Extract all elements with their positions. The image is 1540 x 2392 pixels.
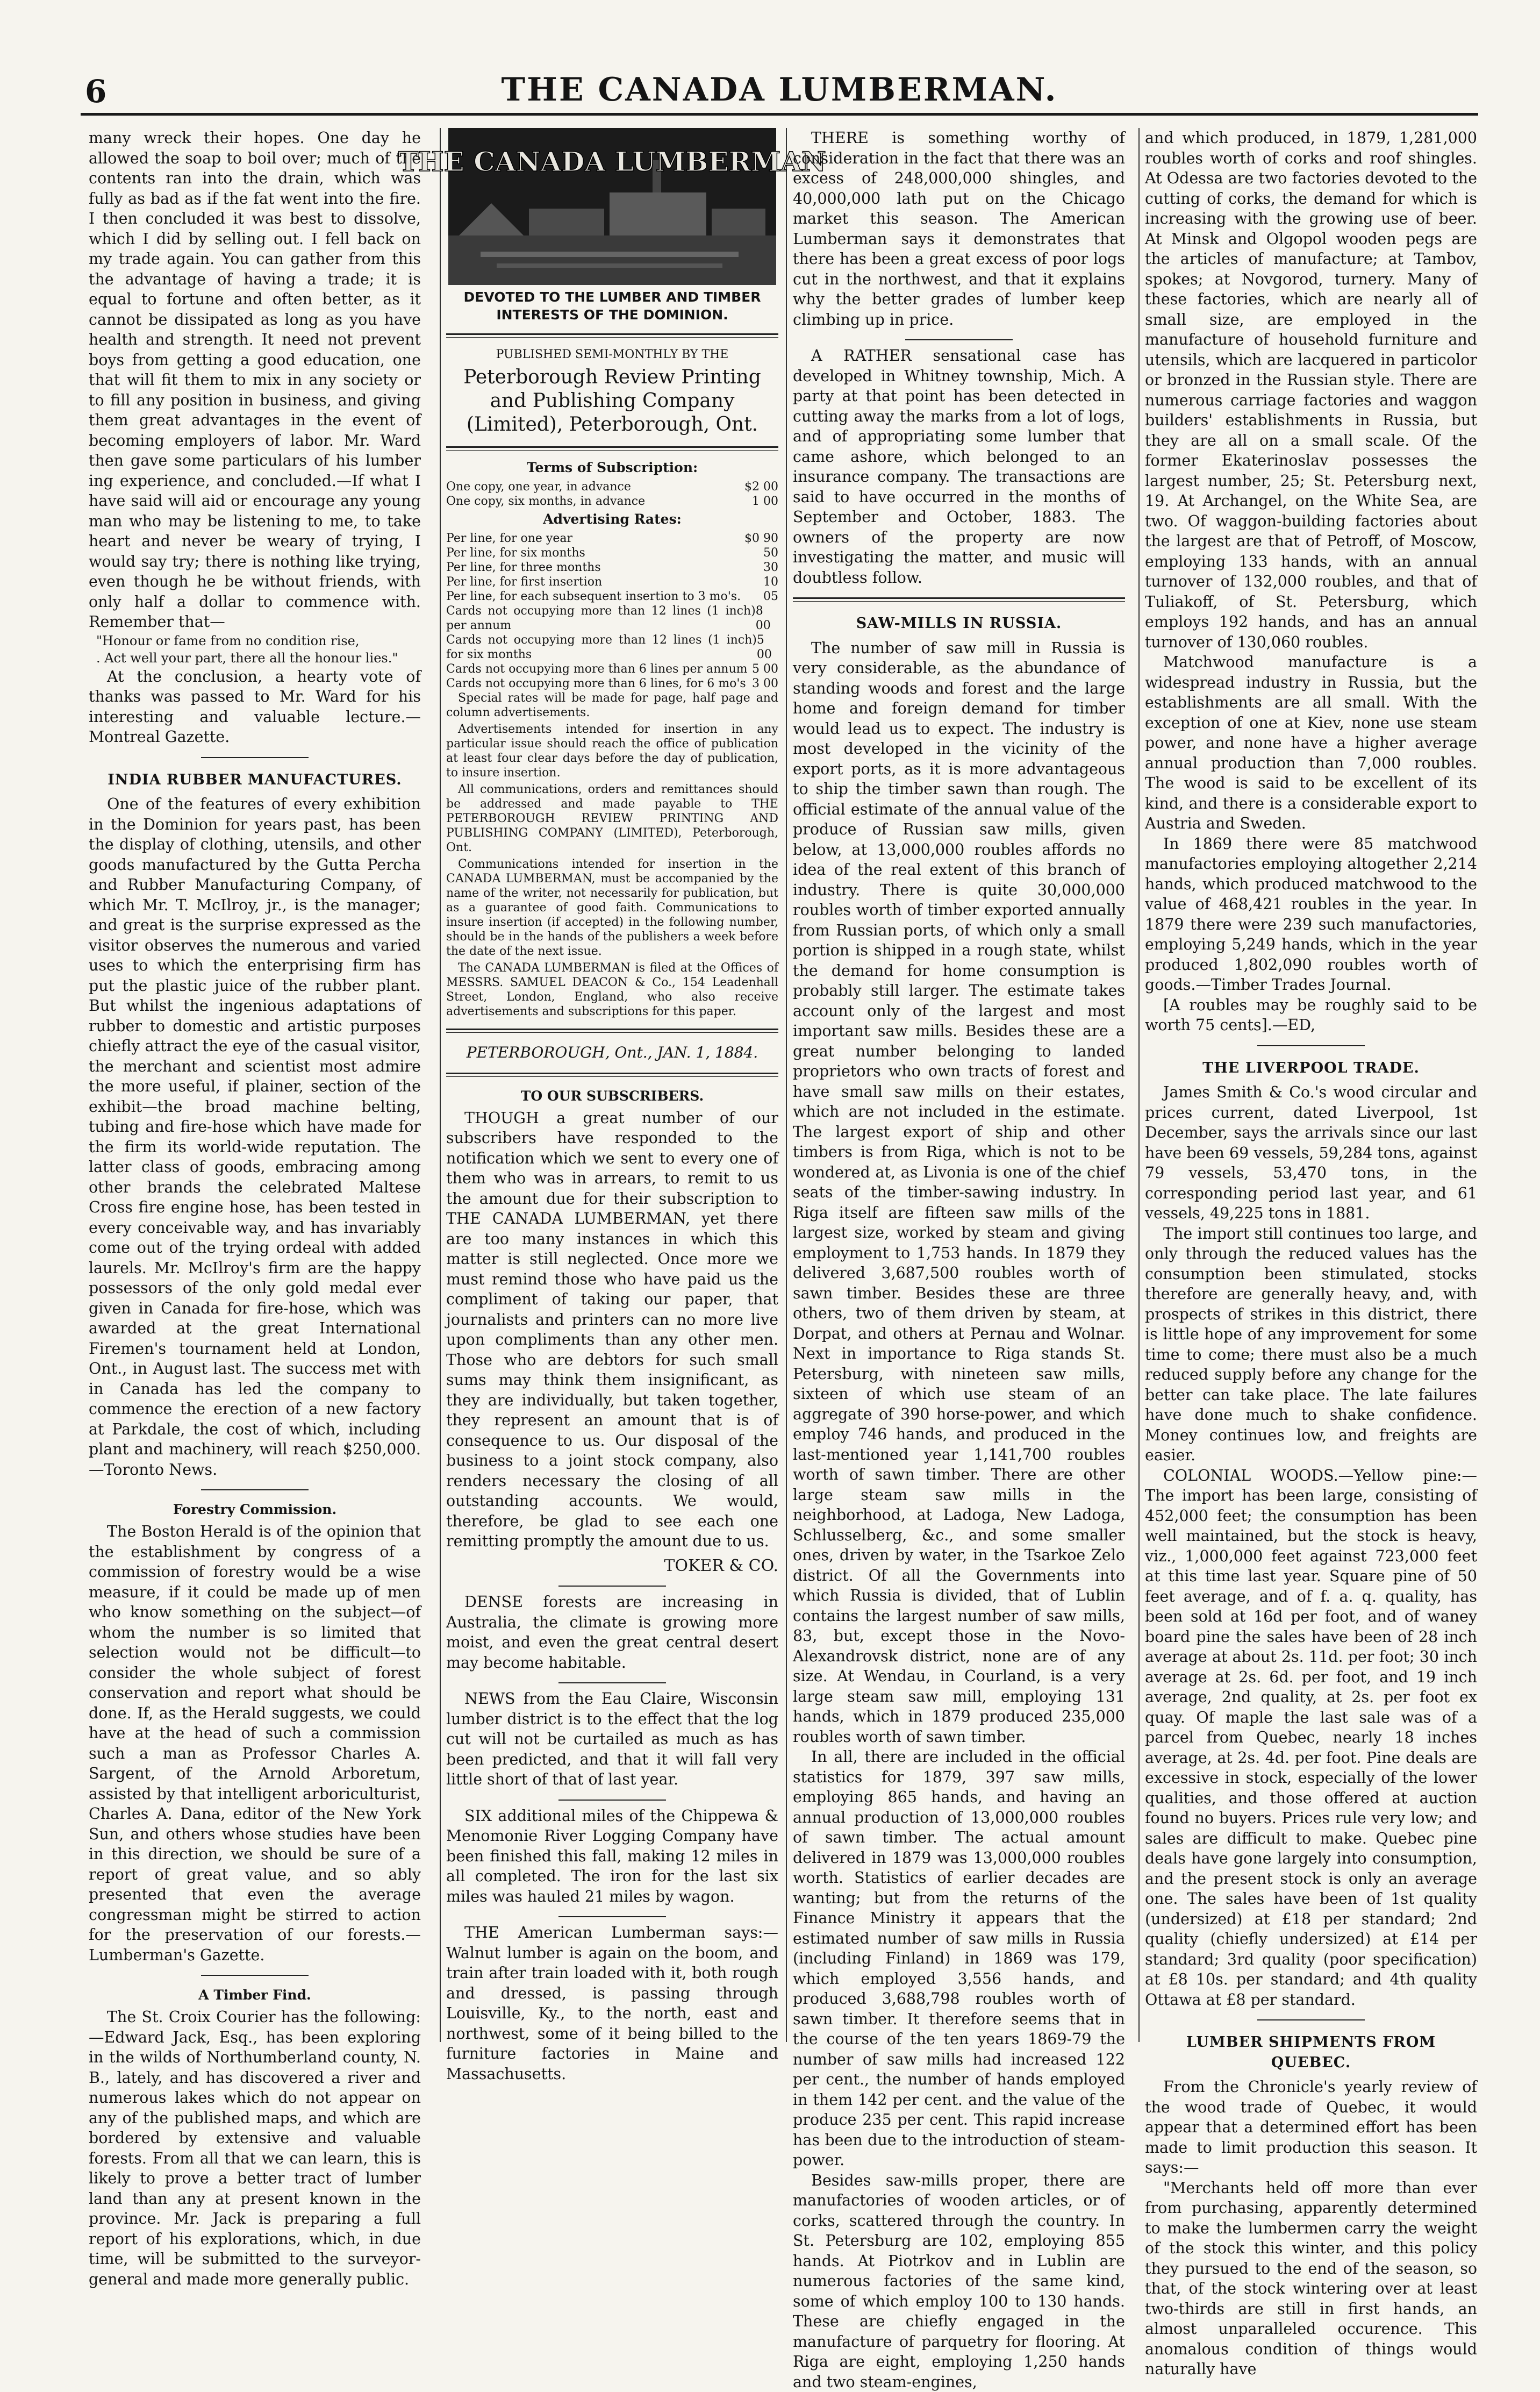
column-1	[89, 128, 421, 2047]
divider	[558, 1586, 666, 1587]
divider	[446, 446, 778, 451]
divider	[201, 757, 309, 758]
article-paragraph: and which produced, in 1879, 1,281,000 roubles worth of corks and roof shingles. At Odessa are two factories devoted to the cutting of corks, the demand for which is increasing with the growing use of beer. At Minsk and Olgopol wooden pegs are the articles of manufacture; at Tambov, spokes; at Novgorod, turnery. Many of these factories, which are nearly all of small size, are employed in the manufacture of household furniture and utensils, which are lacquered in particolor or bronzed in the Russian style. There are numerous carriage factories and waggon builders' establishments in Russia, but they are all on a small scale. Of the former Ekaterinoslav possesses the largest number, 25; St. Petersburg next, 19. At Archangel, on the White Sea, are two. Of waggon-building factories about the largest are that of Petroff, of Moscow, employing 133 hands, with an annual turnover of 132,000 roubles, and that of Tuliakoff, of St. Petersburg, which employs 192 hands, and has an annual turnover of 130,060 roubles.	[1145, 128, 1477, 652]
rate-row: Cards not occupying more than 12 lines (1 inch) per annum 8 00	[446, 604, 778, 633]
article-paragraph: James Smith & Co.'s wood circular and prices current, dated Liverpool, 1st December, says the arrivals since our last have been 69 vessels, 59,284 tons, against 79 vessels, 53,470 tons, in the corresponding period last year, and 61 vessels, 49,225 tons in 1881.	[1145, 1082, 1477, 1224]
article-paragraph: NEWS from the Eau Claire, Wisconsin lumber district is to the effect that the log cut will not be curtailed as much as has been predicted, and that it will fall very little short of that of last year.	[446, 1689, 778, 1790]
divider	[201, 1489, 309, 1490]
headline-forestry: Forestry Commission.	[89, 1502, 421, 1517]
advertising-rates	[446, 531, 778, 691]
rate-row: Per line, for three months 30	[446, 560, 778, 575]
article-paragraph: THOUGH a great number of our subscribers have responded to the notification which we sent to every one of them who was in arrears, to remit to us the amount due for their subscription to THE CANADA LUMBERMAN, yet there are too many instances in which this matter is still neglected. Once more we must remind those who have paid us the compliment of taking our paper, that journalists and printers can no more live upon compliments than any other men. Those who are debtors for such small sums may think them insignificant, as they are individually, but taken together, they represent an amount that is of consequence to us. Our disposal of the business to a joint stock company, also renders necessary the closing of all outstanding accounts. We would, therefore, be glad to see each one remitting promptly the amount due to us.	[446, 1108, 778, 1552]
divider	[1257, 2019, 1365, 2020]
rate-row: Cards not occupying more than 6 lines per annum 5 00	[446, 662, 778, 676]
article-paragraph: "Merchants held off more than ever from purchasing, apparently determined to make the lumbermen carry the weight of the stock this winter, and this policy they pursued to the end of the season, so that, of the stock wintering over at least two-thirds are still in first hands, an almost unparalleled occurence. This anomalous condition of things would naturally have	[1145, 2178, 1477, 2380]
divider	[558, 1800, 666, 1801]
headline-timber-find: A Timber Find.	[89, 1988, 421, 2003]
column-rule	[1138, 128, 1140, 2042]
notice: Communications intended for insertion in the CANADA LUMBERMAN, must be accompanied by the name of the writer, not necessarily for publication, but as a guarantee of good faith. Communications to insure insertion (if accepted) in the following number, should be in the hands of the publishers a week before the date of the next issue.	[446, 857, 778, 959]
rate-row: Cards not occupying more than 12 lines (1 inch) for six months 5 00	[446, 633, 778, 662]
lumber-mill-illustration	[448, 128, 776, 285]
subscription-terms	[446, 480, 778, 509]
rate-row: Per line, for first insertion 10	[446, 575, 778, 589]
notice: All communications, orders and remittances should be addressed and made payable to THE PETERBOROUGH REVIEW PRINTING AND PUBLISHING COMPANY (LIMITED), Peterborough, Ont.	[446, 782, 778, 855]
article-paragraph: THERE is something worthy of consideration in the fact that there was an excess of 248,000,000 shingles, and 40,000,000 lath put on the Chicago market this season. The American Lumberman says it demonstrates that there has been a great excess of poor logs cut in the northwest, and that it explains why the better grades of lumber keep climbing up in price.	[793, 128, 1125, 330]
rate-row: Per line, for one year $0 90	[446, 531, 778, 546]
headline-liverpool-trade: THE LIVERPOOL TRADE.	[1145, 1058, 1477, 1079]
article-paragraph: The import still continues too large, and only through the reduced values has the consumption been stimulated, stocks therefore are generally heavy, and, with prospects of strikes in this district, there is little hope of any improvement for some time to come; there must also be a much reduced supply before any change for the better can take place. The late failures have done much to shake confidence. Money continues low, and freights are easier.	[1145, 1224, 1477, 1466]
notice: The CANADA LUMBERMAN is filed at the Offices of MESSRS. SAMUEL DEACON & Co., 154 Leadenhall Street, London, England, who also receive advertisements and subscriptions for this paper.	[446, 961, 778, 1019]
verse-quote: . Act well your part, there all the honour lies."	[89, 649, 421, 667]
article-paragraph: THE American Lumberman says:—Walnut lumber is again on the boom, and train after train loaded with it, both rough and dressed, is passing through Louisville, Ky., to the north, east and northwest, some of it being billed to the furniture factories in Maine and Massachusetts.	[446, 1923, 778, 2084]
publisher-notices	[446, 691, 778, 1019]
column-rule	[440, 128, 441, 2042]
article-paragraph: From the Chronicle's yearly review of the wood trade of Quebec, it would appear that a determined effort has been made to limit production this season. It says:—	[1145, 2077, 1477, 2178]
article-paragraph: The number of saw mill in Russia is very considerable, as the abundance of standing woods and forest and the large home and foreign demand for timber would lead us to expect. The industry is most developed in the vicinity of the export ports, as it is more advantageous to ship the timber sawn than rough. The official estimate of the annual value of the produce of Russian saw mills, given below, at 13,000,000 roubles affords no idea of the real extent of this branch of industry. There is quite 30,000,000 roubles worth of timber exported annually from Russian ports, of which only a small portion is shipped in a rough state, whilst the demand for home consumption is probably still larger. The estimate takes account only of the largest and most important saw mills. Besides these are a great number belonging to landed proprietors who own tracts of forest and have small saw mills on their estates, which are not included in the estimate. The largest export of ship and other timbers is from Riga, which is not to be wondered at, as Livonia is one of the chief seats of the timber-sawing industry. In Riga itself are fifteen saw mills of the largest size, worked by steam and giving employment to 1,753 hands. In 1879 they delivered 3,687,500 roubles worth of sawn timber. Besides these are three others, two of them driven by steam, at Dorpat, and others at Pernau and Wolnar. Next in importance to Riga stands St. Petersburg, with nineteen saw mills, sixteen of which use steam of an aggregate of 390 horse-power, and which employ 746 hands, and produced in the last-mentioned year 1,141,700 roubles worth of sawn timber. There are other large steam saw mills in the neighborhood, at Ladoga, New Ladoga, Schlusselberg, &c., and some smaller ones, driven by water, in the Tsarkoe Zelo district. Of all the Governments into which Russia is divided, that of Lublin contains the largest number of saw mills, 83, but, except those in the Novo-Alexandrovsk district, none are of any size. At Wendau, in Courland, is a very large steam saw mill, employing 131 hands, which in 1879 produced 235,000 roubles worth of sawn timber.	[793, 638, 1125, 1747]
article-paragraph: One of the features of every exhibition in the Dominion for years past, has been the display of clothing, utensils, and other goods manufactured by the Gutta Percha and Rubber Manufacturing Company, of which Mr. T. McIlroy, jr., is the manager; and great is the surprise expressed as the visitor observes the numerous and varied uses to which the enterprising firm has put the plastic juice of the rubber plant. But whilst the ingenious adaptations of rubber to domestic and artistic purposes chiefly attract the eye of the casual visitor, the merchant and scientist most admire the more useful, if plainer, section of the exhibit—the broad machine belting, tubing and fire-hose which have made for the firm its world-wide reputation. The latter class of goods, embracing among other brands the celebrated Maltese Cross fire engine hose, has been tested in every conceivable way, and has invariably come out of the trying ordeal with added laurels. Mr. McIlroy's firm are the happy possessors of the only gold medal ever given in Canada for fire-hose, which was awarded at the great International Firemen's tournament held at London, Ont., in August last. The success met with in Canada has led the company to commence the erection of a new factory at Parkdale, the cost of which, including plant and machinery, will reach $250,000.—Toronto News.	[89, 794, 421, 1480]
article-paragraph: A RATHER sensational case has developed in Whitney township, Mich. A party at that point has been detected in cutting away the marks from a lot of logs, and of appropriating some lumber that came ashore, which belonged to an insurance company. The transactions are said to have occurred in the months of September and October, 1883. The owners of the property are now investigating the matter, and music will doubtless follow.	[793, 346, 1125, 588]
column-3	[793, 128, 1125, 2047]
divider	[793, 597, 1125, 602]
running-title: THE CANADA LUMBERMAN.	[81, 71, 1478, 109]
rate-row: One copy, six months, in advance 1 00	[446, 494, 778, 509]
divider	[446, 333, 778, 338]
article-paragraph: [A roubles may be roughly said to be worth 75 cents].—ED,	[1145, 995, 1477, 1036]
headline-saw-mills-russia: SAW-MILLS IN RUSSIA.	[793, 613, 1125, 634]
divider	[446, 1073, 778, 1077]
rate-row: Cards not occupying more than 6 lines, for 6 mo's 3 00	[446, 676, 778, 691]
divider	[558, 1916, 666, 1917]
column-rule	[786, 128, 787, 2042]
page-header	[81, 63, 1478, 116]
article-paragraph: At the conclusion, a hearty vote of thanks was passed to Mr. Ward for his interesting and valuable lecture.—Montreal Gazette.	[89, 667, 421, 747]
article-paragraph: In all, there are included in the official statistics for 1879, 397 saw mills, employing 865 hands, and having an annual production of 13,000,000 roubles of sawn timber. The actual amount delivered in 1879 was 13,000,000 roubles worth. Statistics of earlier decades are wanting; but from the returns of the Finance Ministry it appears that the estimated number of saw mills in Russia (including Finland) in 1869 was 179, which employed 3,556 hands, and produced 3,688,798 roubles worth of sawn timber. It therefore seems that in the course of the ten years 1869-79 the number of saw mills had increased 122 per cent., the number of hands employed in them 142 per cent. and the value of the produce 235 per cent. This rapid increase has been due to the introduction of steam-power.	[793, 1747, 1125, 2170]
divider	[905, 339, 1013, 340]
signature: TOKER & CO.	[446, 1556, 778, 1576]
rate-row: One copy, one year, in advance $2 00	[446, 480, 778, 494]
divider	[201, 1975, 309, 1976]
article-paragraph: SIX additional miles of the Chippewa & Menomonie River Logging Company have been finished this fall, making 12 miles in all completed. The iron for the last six miles was hauled 21 miles by wagon.	[446, 1806, 778, 1907]
ad-rates-heading: Advertising Rates:	[446, 512, 778, 527]
masthead-title: THE CANADA LUMBERMAN	[398, 146, 826, 177]
article-paragraph: many wreck their hopes. One day he allowed the soap to boil over; much of the contents ran into the drain, which was fully as bad as if the fat went into the fire. I then concluded it was best to dissolve, which I did by selling out. I fell back on my trade again. You can gather from this the advantage of having a trade; it is equal to fortune and often better, as it cannot be dissipated as long as you have health and strength. It need not prevent boys from getting a good education, one that will fit them to mix in any society or to fill any position in business, and giving them great advantages in the event of becoming employers of labor. Mr. Ward then gave some particulars of his lumber ing experience, and concluded.—If what I have said will aid or encourage any young man who may be listening to me, to take heart and never be weary of trying, I would say try; there is nothing like trying, even though he be without friends, with only half a dollar to commence with. Remember that—	[89, 128, 421, 632]
article-paragraph: DENSE forests are increasing in Australia, the climate is growing more moist, and even the great central desert may become habitable.	[446, 1592, 778, 1673]
notice: Advertisements intended for insertion in any particular issue should reach the office of publication at least four clear days before the day of publication, to insure insertion.	[446, 722, 778, 780]
page-number: 6	[85, 73, 106, 110]
article-paragraph: The St. Croix Courier has the following:—Edward Jack, Esq., has been exploring in the wilds of Northumberland county, N. B., lately, and has discovered a river and numerous lakes which do not appear on any of the published maps, and which are bordered by extensive and valuable forests. From all that we can learn, this is likely to prove a better tract of lumber land than any at present known in the province. Mr. Jack is preparing a full report of his explorations, which, in due time, will be submitted to the surveyor-general and made more generally public.	[89, 2007, 421, 2289]
divider	[446, 1029, 778, 1033]
column-4	[1145, 128, 1477, 2047]
divider	[1257, 1045, 1365, 1046]
published-line: PUBLISHED SEMI-MONTHLY BY THE	[446, 347, 778, 362]
divider	[558, 1682, 666, 1683]
article-paragraph: The Boston Herald is of the opinion that the establishment by congress of a commission of forestry would be a wise measure, if it could be made up of men who know something on the subject—of whom the number is so limited that selection would not be difficult—to consider the whole subject of forest conservation and report what should be done. If, as the Herald suggests, we could have at the head of such a commission such a man as Professor Charles A. Sargent, of the Arnold Arboretum, assisted by that intelligent arboriculturist, Charles A. Dana, editor of the New York Sun, and others whose studies have been in this direction, we should be sure of a report of great value, and so ably presented that even the average congressman might be stirred to action for the preservation of our forests.—Lumberman's Gazette.	[89, 1522, 421, 1965]
terms-heading: Terms of Subscription:	[446, 460, 778, 475]
rate-row: Per line, for each subsequent insertion to 3 mo's. 05	[446, 589, 778, 604]
article-paragraph: Matchwood manufacture is a widespread industry in Russia, but the establishments are all small. With the exception of one at Kiev, none use steam power, and none have a higher average annual production than 7,000 roubles. The wood is said to be excellent of its kind, and there is a considerable export to Austria and Sweden.	[1145, 652, 1477, 834]
headline-subscribers: TO OUR SUBSCRIBERS.	[446, 1089, 778, 1104]
headline-quebec-shipments: LUMBER SHIPMENTS FROM QUEBEC.	[1145, 2032, 1477, 2073]
article-paragraph: In 1869 there were 85 matchwood manufactories employing altogether 2,214 hands, which produced matchwood to the value of 468,421 roubles in the year. In 1879 there were 239 such manufactories, employing 5,249 hands, which in the year produced 1,802,090 roubles worth of goods.—Timber Trades Journal.	[1145, 834, 1477, 995]
notice: Special rates will be made for page, half page and column advertisements.	[446, 691, 778, 720]
dateline: PETERBOROUGH, Ont., JAN. 1, 1884.	[446, 1043, 778, 1063]
column-2	[446, 128, 778, 2047]
masthead-engraving	[448, 128, 776, 285]
article-paragraph: COLONIAL WOODS.—Yellow pine:—The import has been large, consisting of 452,000 feet; the consumption has been well maintained, but the stock is heavy, viz., 1,000,000 feet against 723,000 feet at this time last year. Square pine of 50 feet average, and of f. a. q. quality, has been sold at 16d per foot, and of waney board pine the sales have been of 28 inch average at about 2s. 11d. per foot; 30 inch average at 2s. 6d. per foot, and 19 inch average, 2nd quality, at 2s. per foot ex quay. Of maple the last sale was of a parcel from Quebec, nearly 18 inches average, at 2s. 4d. per foot. Pine deals are excessive in stock, especially of the lower qualities, and those offered at auction found no buyers. Prices rule very low; and sales are difficult to make. Quebec pine deals have gone largely into consumption, and the present stock is only an average one. The sales have been of 1st quality (undersized) at £18 per standard; 2nd quality (chiefly undersized) at £14 per standard; 3rd quality (poor specification) at £8 10s. per standard; and 4th quality Ottawa at £8 per standard.	[1145, 1466, 1477, 2010]
article-paragraph: Besides saw-mills proper, there are manufactories of wooden articles, or of corks, scattered through the country. In St. Petersburg are 102, employing 855 hands. At Piotrkov and in Lublin are numerous factories of the same kind, some of which employ 100 to 130 hands. These are chiefly engaged in the manufacture of parquetry for flooring. At Riga are eight, employing 1,250 hands and two steam-engines,	[793, 2170, 1125, 2392]
verse-quote: "Honour or fame from no condition rise,	[89, 632, 421, 649]
rate-row: Per line, for six months 50	[446, 546, 778, 560]
masthead-motto: DEVOTED TO THE LUMBER AND TIMBER INTERESTS OF THE DOMINION.	[446, 288, 778, 324]
headline-india-rubber: INDIA RUBBER MANUFACTURES.	[89, 770, 421, 790]
publisher-name: Peterborough Review Printing and Publishing Company (Limited), Peterborough, Ont.	[446, 366, 778, 437]
